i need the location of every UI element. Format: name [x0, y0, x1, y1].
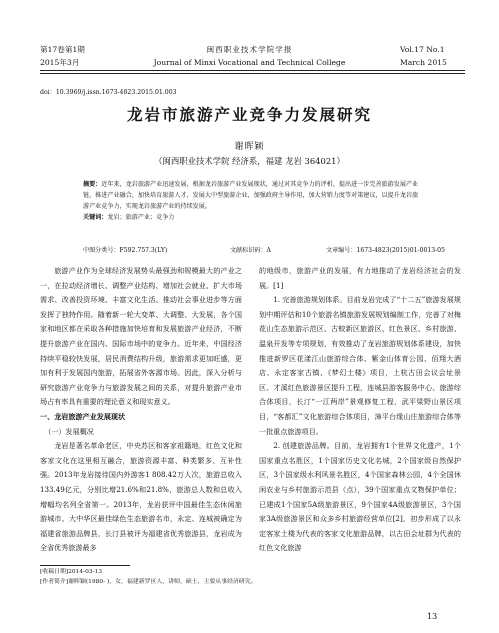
- body-column-right: [259, 264, 461, 556]
- abstract-text: 近年来，龙岩旅游产业迅速发展，根据龙岩旅游产业发展现状，通过对其竞争力的评析，提出进一步完善旅游发展产业链，推进产业融合，加快培育旅游人才，发展大中型旅游企业，加强政府主导作用，加大营销力度等对策建议，以提升龙岩旅游产业竞争力，实现龙岩旅游产业的持续发展。: [83, 181, 419, 210]
- article-id: 文章编号：1673-4823(2015)01-0013-05: [326, 247, 445, 254]
- abstract-label: 摘要：: [83, 181, 102, 188]
- document-code: 文献标识码：A: [230, 247, 271, 254]
- header-rule-top: [40, 70, 465, 71]
- article-title: 龙岩市旅游产业竞争力发展研究: [126, 105, 372, 124]
- issue-date-en: March 2015: [400, 58, 447, 67]
- keywords-text: 龙岩；旅游产业；竞争力: [107, 214, 175, 221]
- issue-date: 2015年3月: [40, 58, 80, 67]
- author-name: 谢晖颖: [234, 142, 265, 152]
- received-date: [收稿日期]2014-03-13: [40, 569, 103, 575]
- footnote-rule: [40, 565, 130, 566]
- author-affiliation: （闽西职业技术学院 经济系，福建 龙岩 364021）: [154, 156, 345, 166]
- body-paragraph: 的地级市，旅游产业的发展，有力地推动了龙岩经济社会的发展。[1]: [259, 266, 461, 290]
- body-paragraph: 2. 创建旅游品牌。目前，龙岩拥有1个世界文化遗产，1个国家重点名胜区，1个国家历史文化名城，2个国家级自然保护区，3个国家级水利风景名胜区，4个国家森林公园，4个全国休闲农业与乡村旅游示范县（点），39个国家重点文物保护单位；已建成1个国家5A级旅游景区，9个国家4A级旅游景区，3个国家3A级旅游景区和众多乡村旅游经营单位[2]，初步形成了以永定客家土楼为代表的客家文化旅游品牌，以古田会址群为代表的红色文化旅游: [259, 441, 461, 553]
- author-bio: [作者简介]谢晖颖(1980- )，女，福建新罗区人，讲师，硕士，主要从事经济研究。: [40, 579, 257, 585]
- header-rule-bottom: [40, 73, 465, 74]
- section-heading: 一、龙岩旅游产业发展现状: [40, 411, 126, 421]
- journal-name-cn: 闽西职业技术学院学报: [206, 45, 293, 54]
- subsection-heading: （一）发展概况: [44, 426, 94, 436]
- body-column-left: [40, 264, 242, 556]
- journal-name-en: Journal of Minxi Vocational and Technical College: [153, 58, 346, 67]
- issue-volume-en: Vol.17 No.1: [400, 45, 445, 54]
- doi: doi：10.3969/j.issn.1673-4823.2015.01.003: [40, 89, 177, 96]
- body-paragraph: 龙岩是著名革命老区，中央苏区和客家祖籍地，红色文化和客家文化在这里相互融合，旅游资源丰富、种类繁多、互补性强。2013年龙岩接待国内外游客1 808.42万人次，旅游总收入133.49亿元，分别比增21.6%和21.8%，旅游总人数和总收入增幅均名列全省第一。2013年，龙岩获评中国最佳生态休闲旅游城市、大中华区最佳绿色生态旅游名市，永定、连城被确定为福建省旅游品牌县，长汀县被评为福建省优秀旅游县，龙岩成为全省优秀旅游最多: [40, 441, 242, 553]
- keywords-label: 关键词：: [83, 214, 108, 221]
- issue-volume: 第17卷第1期: [40, 45, 85, 54]
- body-paragraph: 旅游产业作为全球经济发展势头最强劲和规模最大的产业之一，在拉动经济增长、调整产业结构、增加社会就业、扩大市场需求、改善投资环境、丰富文化生活、推动社会事业进步等方面发挥了独特作用。随着新一轮大变革、大调整、大发展，各个国家和地区都在采取各种措施加快培育和发展旅游产业经济，不断提升旅游产业在国内、国际市场中的竞争力。近年来，中国经济持续平稳较快发展，居民消费结构升级，旅游需求更加旺盛，更加有利于发展国内旅游，拓展省外客源市场。因此，深入分析与研究旅游产业竞争力与旅游发展之间的关系，对提升旅游产业市场占有率具有重要的理论意义和现实意义。: [40, 266, 242, 407]
- abstract: [83, 179, 423, 223]
- page-number: 13: [427, 612, 438, 621]
- clc-number: 中图分类号：F592.757.3(LY): [83, 247, 168, 254]
- body-paragraph: 1. 完善旅游规划体系。目前龙岩完成了“十二五”旅游发展规划中期评估和10个旅游名镇旅游发展规划编制工作，完善了对梅花山生态旅游示范区、古蛟新区旅游区、红色景区、乡村旅游、温泉开发等专项规划，有效推动了龙岩旅游规划体系建设，加快推进新罗区花漾江山旅游综合体、紫金山体育公园、佰翔大酒店、永定客家古镇、《梦幻土楼》项目，上杭古田会议会址景区、才溪红色旅游景区提升工程，连城县游客服务中心、旅游综合体项目，长汀“一江两岸”景观修复工程，武平梁野山景区项目，“客都汇”文化旅游综合体项目，漳平台缘山庄旅游综合体等一批重点旅游项目。: [259, 295, 461, 436]
